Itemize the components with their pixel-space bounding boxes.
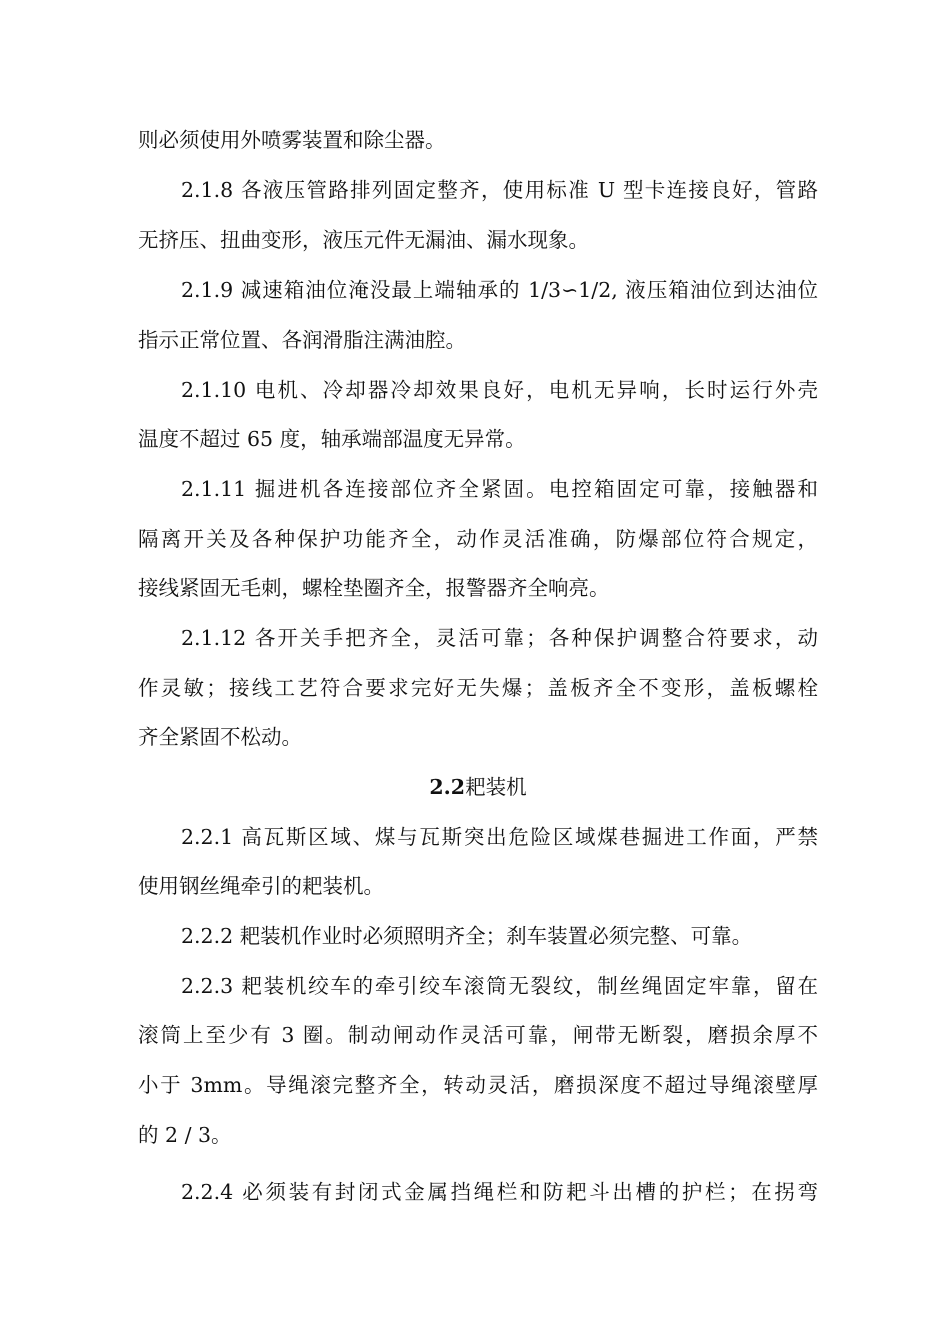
text-line: 2.2.1 高瓦斯区域、煤与瓦斯突出危险区域煤巷掘进工作面，严禁: [181, 825, 818, 849]
text-line: 2.1.10 电机、冷却器冷却效果良好，电机无异响，长时运行外壳: [181, 378, 818, 402]
text-line: 接线紧固无毛刺，螺栓垫圈齐全，报警器齐全响亮。: [138, 576, 610, 600]
text-line: 隔离开关及各种保护功能齐全，动作灵活准确，防爆部位符合规定，: [138, 527, 818, 551]
text-line: 齐全紧固不松动。: [138, 725, 302, 749]
text-line: 2.1.12 各开关手把齐全，灵活可靠；各种保护调整合符要求，动: [181, 626, 818, 650]
section-heading: [138, 773, 818, 801]
text-line: 2.1.8 各液压管路排列固定整齐，使用标准 U 型卡连接良好，管路: [181, 178, 818, 202]
text-line: 使用钢丝绳牵引的耙装机。: [138, 874, 384, 898]
text-line: 2.2.2 耙装机作业时必须照明齐全；刹车装置必须完整、可靠。: [181, 924, 753, 948]
section-title: 耙装机: [465, 775, 527, 799]
text-line: 作灵敏；接线工艺符合要求完好无失爆；盖板齐全不变形，盖板螺栓: [138, 676, 818, 700]
text-line: 2.1.9 减速箱油位淹没最上端轴承的 1/3∽1/2, 液压箱油位到达油位: [181, 278, 818, 302]
text-line: 的 2 / 3。: [138, 1123, 232, 1147]
text-line: 无挤压、扭曲变形，液压元件无漏油、漏水现象。: [138, 228, 589, 252]
section-number: 2.2: [429, 775, 466, 799]
text-line: 滚筒上至少有 3 圈。制动闸动作灵活可靠，闸带无断裂，磨损余厚不: [138, 1023, 818, 1047]
text-line: 温度不超过 65 度，轴承端部温度无异常。: [138, 427, 526, 451]
text-line: 则必须使用外喷雾装置和除尘器。: [138, 128, 446, 152]
text-line: 小于 3mm。导绳滚完整齐全，转动灵活，磨损深度不超过导绳滚壁厚: [138, 1073, 818, 1097]
text-line: 2.1.11 掘进机各连接部位齐全紧固。电控箱固定可靠，接触器和: [181, 477, 818, 501]
text-line: 2.2.3 耙装机绞车的牵引绞车滚筒无裂纹，制丝绳固定牢靠，留在: [181, 974, 818, 998]
text-line: 指示正常位置、各润滑脂注满油腔。: [138, 328, 466, 352]
text-line: 2.2.4 必须装有封闭式金属挡绳栏和防耙斗出槽的护栏；在拐弯: [181, 1180, 818, 1204]
